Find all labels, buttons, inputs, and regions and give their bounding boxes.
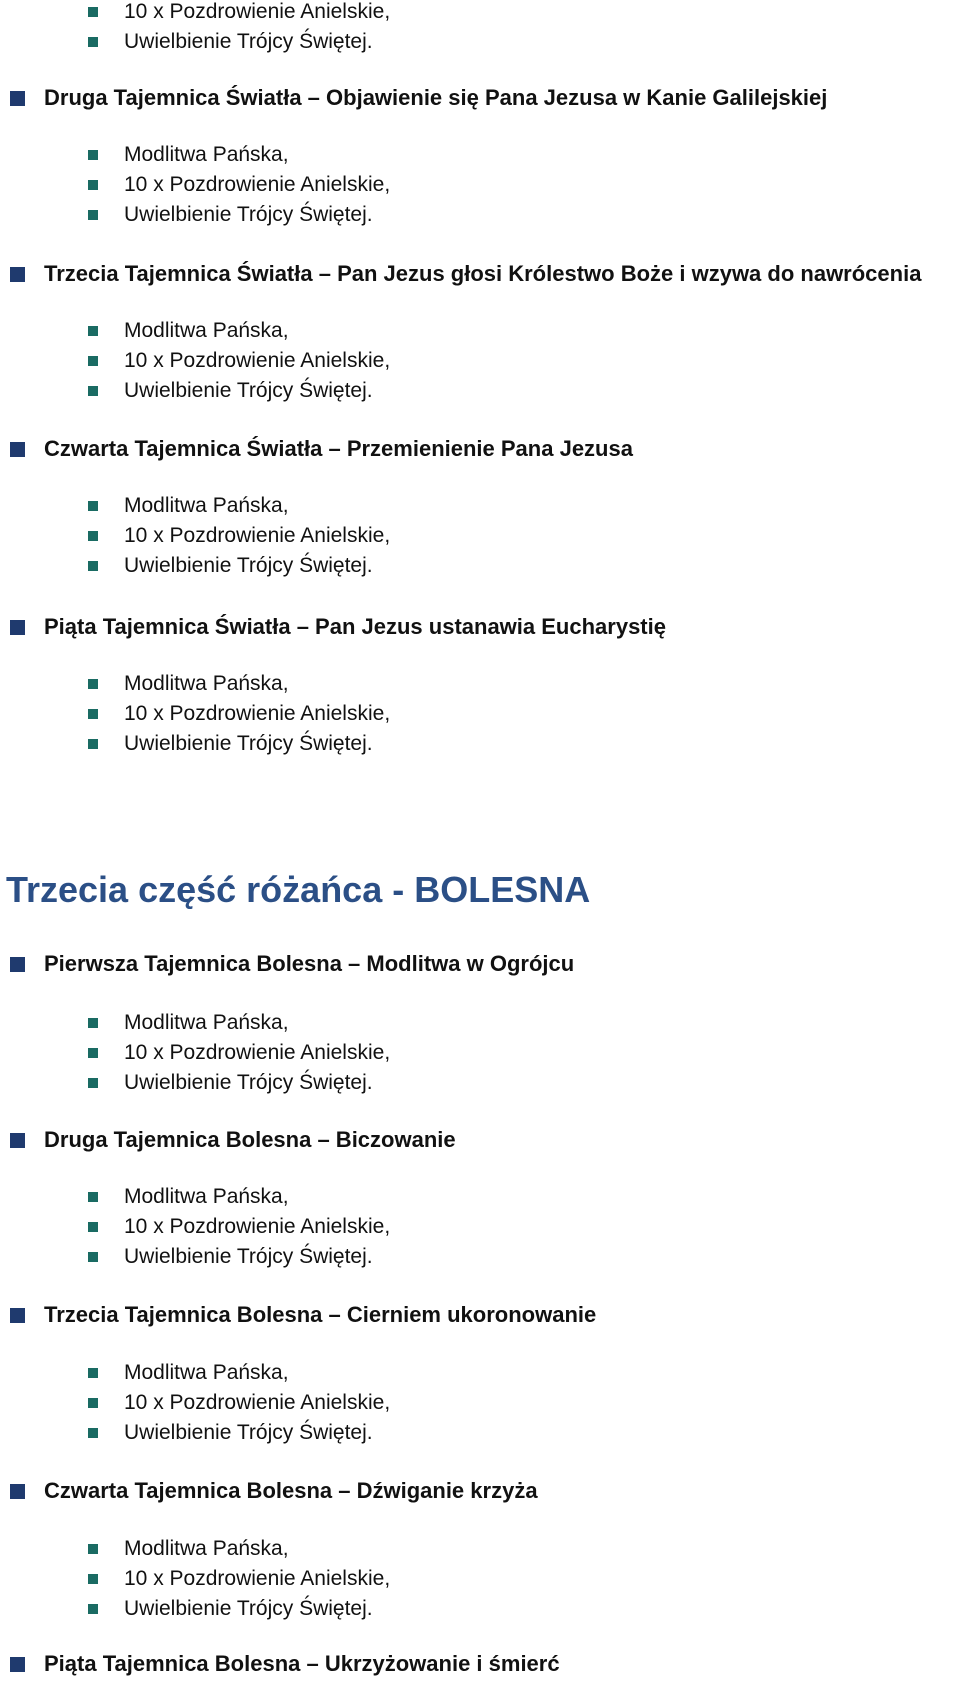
list-item [88,170,390,200]
prayer-text: Uwielbienie Trójcy Świętej. [124,554,373,577]
prayer-text: Modlitwa Pańska, [124,1361,289,1384]
square-bullet-icon [88,1574,98,1584]
list-item [88,699,390,729]
square-bullet-icon [88,1192,98,1202]
prayer-text: 10 x Pozdrowienie Anielskie, [124,173,391,196]
prayer-text: Modlitwa Pańska, [124,672,289,695]
list-item [88,1242,390,1272]
list-item [88,346,390,376]
prayer-list [88,1534,390,1624]
prayer-text: Modlitwa Pańska, [124,319,289,342]
prayer-list [88,0,390,57]
square-bullet-icon [88,210,98,220]
square-bullet-icon [88,1428,98,1438]
square-bullet-icon [88,1368,98,1378]
square-bullet-icon [88,739,98,749]
square-bullet-icon [88,386,98,396]
prayer-text: 10 x Pozdrowienie Anielskie, [124,702,391,725]
prayer-list [88,491,390,581]
mystery-title: Piąta Tajemnica Światła – Pan Jezus ustanawia Eucharystię [44,614,666,639]
list-item [88,1008,390,1038]
list-item [88,1534,390,1564]
square-bullet-icon [88,326,98,336]
list-item [88,551,390,581]
list-item [88,1388,390,1418]
square-bullet-icon [88,7,98,17]
square-bullet-icon [88,356,98,366]
list-item [88,1594,390,1624]
prayer-text: Modlitwa Pańska, [124,494,289,517]
list-item [88,491,390,521]
prayer-list [88,140,390,230]
prayer-list [88,316,390,406]
mystery-title: Pierwsza Tajemnica Bolesna – Modlitwa w Ogrójcu [44,951,575,976]
square-bullet-icon [88,150,98,160]
list-item [88,1212,390,1242]
prayer-text: 10 x Pozdrowienie Anielskie, [124,1215,391,1238]
square-bullet-icon [10,442,25,457]
mystery-title: Trzecia Tajemnica Światła – Pan Jezus głosi Królestwo Boże i wzywa do nawrócenia [44,261,922,286]
mystery-title: Druga Tajemnica Bolesna – Biczowanie [44,1127,456,1152]
mystery-title: Druga Tajemnica Światła – Objawienie się Pana Jezusa w Kanie Galilejskiej [44,85,828,110]
square-bullet-icon [10,1133,25,1148]
list-item [88,729,390,759]
mystery-title: Trzecia Tajemnica Bolesna – Cierniem ukoronowanie [44,1302,597,1327]
square-bullet-icon [88,561,98,571]
mystery-heading [10,611,666,643]
mystery-heading [10,1124,456,1156]
square-bullet-icon [10,1484,25,1499]
list-item [88,521,390,551]
prayer-text: Modlitwa Pańska, [124,1011,289,1034]
square-bullet-icon [88,1398,98,1408]
square-bullet-icon [88,1078,98,1088]
prayer-text: 10 x Pozdrowienie Anielskie, [124,524,391,547]
list-item [88,1418,390,1448]
mystery-heading [10,258,921,290]
square-bullet-icon [10,1657,25,1672]
prayer-text: 10 x Pozdrowienie Anielskie, [124,0,391,23]
mystery-title: Czwarta Tajemnica Światła – Przemienienie Pana Jezusa [44,436,633,461]
square-bullet-icon [88,1604,98,1614]
prayer-text: Uwielbienie Trójcy Świętej. [124,1245,373,1268]
prayer-list [88,1008,390,1098]
part-heading: Trzecia część różańca - BOLESNA [6,869,591,910]
prayer-text: Modlitwa Pańska, [124,143,289,166]
square-bullet-icon [10,91,25,106]
prayer-text: Modlitwa Pańska, [124,1537,289,1560]
square-bullet-icon [10,267,25,282]
prayer-text: Uwielbienie Trójcy Świętej. [124,732,373,755]
square-bullet-icon [88,531,98,541]
prayer-text: Uwielbienie Trójcy Świętej. [124,1071,373,1094]
square-bullet-icon [88,37,98,47]
list-item [88,669,390,699]
square-bullet-icon [88,709,98,719]
square-bullet-icon [88,1544,98,1554]
square-bullet-icon [88,1018,98,1028]
prayer-text: Modlitwa Pańska, [124,1185,289,1208]
prayer-text: 10 x Pozdrowienie Anielskie, [124,1041,391,1064]
mystery-heading [10,1299,596,1331]
list-item [88,0,390,27]
square-bullet-icon [88,180,98,190]
list-item [88,376,390,406]
square-bullet-icon [88,1222,98,1232]
mystery-title: Czwarta Tajemnica Bolesna – Dźwiganie krzyża [44,1478,538,1503]
list-item [88,1068,390,1098]
mystery-heading [10,1648,560,1680]
list-item [88,1358,390,1388]
prayer-text: 10 x Pozdrowienie Anielskie, [124,1567,391,1590]
prayer-list [88,1182,390,1272]
prayer-text: Uwielbienie Trójcy Świętej. [124,1597,373,1620]
mystery-heading [10,82,827,114]
prayer-list [88,669,390,759]
prayer-text: Uwielbienie Trójcy Świętej. [124,1421,373,1444]
list-item [88,27,390,57]
prayer-text: 10 x Pozdrowienie Anielskie, [124,349,391,372]
prayer-text: 10 x Pozdrowienie Anielskie, [124,1391,391,1414]
mystery-heading [10,948,574,980]
mystery-heading [10,1475,538,1507]
list-item [88,200,390,230]
mystery-title: Piąta Tajemnica Bolesna – Ukrzyżowanie i śmierć [44,1651,560,1676]
square-bullet-icon [10,620,25,635]
prayer-text: Uwielbienie Trójcy Świętej. [124,379,373,402]
list-item [88,1182,390,1212]
square-bullet-icon [10,957,25,972]
mystery-heading [10,433,633,465]
prayer-text: Uwielbienie Trójcy Świętej. [124,203,373,226]
list-item [88,1564,390,1594]
list-item [88,140,390,170]
prayer-list [88,1358,390,1448]
list-item [88,1038,390,1068]
square-bullet-icon [88,679,98,689]
square-bullet-icon [10,1308,25,1323]
square-bullet-icon [88,501,98,511]
prayer-text: Uwielbienie Trójcy Świętej. [124,30,373,53]
square-bullet-icon [88,1252,98,1262]
square-bullet-icon [88,1048,98,1058]
list-item [88,316,390,346]
